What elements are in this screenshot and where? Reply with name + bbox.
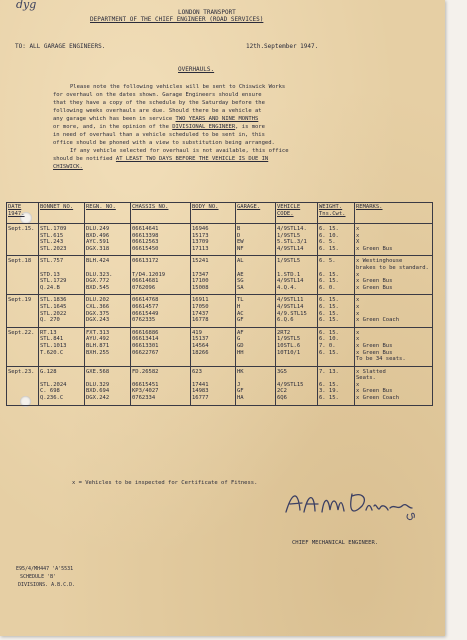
cell-regn: BXD.545 [85,285,131,295]
cell-vehicle-code: 2C2 [276,388,318,395]
cell-regn: DLU.249 [85,224,131,233]
cell-bonnet: STL.1709 [39,224,85,233]
cell-weight: 6. 15. [318,311,355,318]
cell-bonnet: STL.1729 [39,278,85,285]
body-text: should be notified [53,156,113,162]
cell-weight: 6. 10. [318,233,355,240]
cell-regn [85,356,131,366]
footer-reference: E95/4/MH447 'A'5531 [16,566,74,572]
cell-bonnet: STL.841 [39,336,85,343]
overhaul-schedule-table [6,202,433,406]
body-line: for overhaul on the dates shown. Garage Engineers should ensure [53,92,262,98]
cell-date [7,336,39,343]
cell-vehicle-code: 4/9STL14 [276,246,318,256]
cell-remarks: Seats. [355,375,433,382]
table-row [7,256,433,265]
cell-date: Sept.19 [7,295,39,304]
cell-garage: GF [236,388,276,395]
table-header-row [7,203,433,224]
cell-body: 18266 [191,350,236,357]
cell-weight: 6. 15. [318,246,355,256]
table-row [7,246,433,256]
cell-weight: 7. 13. [318,366,355,375]
cell-vehicle-code: 1/9STL5 [276,256,318,265]
table-row [7,375,433,382]
table-row [7,278,433,285]
cell-vehicle-code [276,375,318,382]
cell-bonnet: STL.2023 [39,246,85,256]
cell-weight: 6. 10. [318,336,355,343]
cell-date [7,343,39,350]
cell-chassis: KP3/4027 [131,388,191,395]
cell-body: 13709 [191,239,236,246]
cell-date [7,395,39,405]
cell-vehicle-code [276,356,318,366]
cell-remarks: brakes to be standard. [355,265,433,272]
cell-chassis: 06615451 [131,382,191,389]
cell-garage: TL [236,295,276,304]
cell-vehicle-code: 3G5 [276,366,318,375]
cell-garage: SA [236,285,276,295]
body-line: Please note the following vehicles will be sent to Chiswick Works [70,84,286,90]
emphasis-divisional-engineer: DIVISIONAL ENGINEER [172,124,236,130]
cell-garage [236,375,276,382]
cell-garage: HH [236,350,276,357]
cell-chassis: 06613398 [131,233,191,240]
cell-vehicle-code: 6Q6 [276,395,318,405]
cell-regn [85,375,131,382]
cell-bonnet: STL.1645 [39,304,85,311]
cell-remarks: X [355,239,433,246]
corner-scrawl: dyg [16,0,37,11]
cell-garage: SG [236,278,276,285]
cell-body: 17100 [191,278,236,285]
cell-garage: EW [236,239,276,246]
cell-chassis: 06614768 [131,295,191,304]
cell-bonnet: STL.243 [39,239,85,246]
cell-remarks: x Slatted [355,366,433,375]
cell-bonnet [39,356,85,366]
footer-divisions: DIVISIONS. A.B.C.D. [18,582,76,588]
cell-vehicle-code [276,265,318,272]
cell-vehicle-code: 2RT2 [276,327,318,336]
cell-body: 14564 [191,343,236,350]
cell-garage [236,265,276,272]
cell-chassis: 06614681 [131,278,191,285]
cell-bonnet: STL.757 [39,256,85,265]
cell-body: 15137 [191,336,236,343]
table-row [7,239,433,246]
cell-chassis [131,265,191,272]
cell-chassis: 06613301 [131,343,191,350]
body-line: CHISWICK. [53,164,83,170]
cell-regn: DGX.375 [85,311,131,318]
table-row [7,350,433,357]
body-text: any garage which has been in service [53,116,173,122]
cell-regn: DGX.318 [85,246,131,256]
cell-date [7,233,39,240]
cell-date [7,356,39,366]
cell-chassis: FD.26582 [131,366,191,375]
cell-vehicle-code: 5.STL.3/1 [276,239,318,246]
column-header-regn: REGN. NO. [85,203,131,224]
table-row [7,265,433,272]
cell-remarks: x [355,295,433,304]
column-header-weight: WEIGHT. Tns.Cwt. [318,203,355,224]
cell-regn: FXT.313 [85,327,131,336]
cell-remarks: x Green Bus [355,350,433,357]
cell-body: 17050 [191,304,236,311]
body-line: that they have a copy of the schedule by the Saturday before the [53,100,265,106]
cell-regn: BLH.871 [85,343,131,350]
cell-chassis: 0762335 [131,317,191,327]
column-header-body: BODY NO. [191,203,236,224]
cell-bonnet: STL.615 [39,233,85,240]
cell-body: 623 [191,366,236,375]
cell-bonnet [39,265,85,272]
cell-regn: AYU.492 [85,336,131,343]
cell-garage: J [236,382,276,389]
cell-date: Sept.23. [7,366,39,375]
cell-bonnet [39,375,85,382]
signature [296,524,335,530]
cell-remarks: x [355,382,433,389]
column-header-chassis: CHASSIS NO. [131,203,191,224]
signatory-title: CHIEF MECHANICAL ENGINEER. [292,540,379,546]
cell-bonnet: G.128 [39,366,85,375]
cell-date [7,285,39,295]
cell-body: 17347 [191,272,236,279]
body-line: in need of overhaul than a vehicle scheduled to be sent in, this [53,132,265,138]
cell-vehicle-code: 4/9STL15 [276,382,318,389]
table-row [7,272,433,279]
cell-garage: NF [236,246,276,256]
table-body [7,224,433,406]
cell-chassis: T/D4.12019 [131,272,191,279]
cell-garage: AL [236,256,276,265]
cell-remarks: To be 34 seats. [355,356,433,366]
cell-weight: 6. 15. [318,224,355,233]
cell-date [7,239,39,246]
cell-remarks: x Green Bus [355,246,433,256]
cell-remarks: x Green Coach [355,395,433,405]
cell-weight [318,265,355,272]
cell-date: Sept.22. [7,327,39,336]
cell-chassis: 06612563 [131,239,191,246]
signature-graphic [282,484,432,524]
cell-remarks: x [355,336,433,343]
cell-weight: 6. 15. [318,350,355,357]
cell-regn [85,265,131,272]
table-row [7,356,433,366]
cell-date [7,278,39,285]
cell-chassis: 0762096 [131,285,191,295]
cell-weight: 6. 15. [318,317,355,327]
cell-body [191,356,236,366]
cell-garage: HA [236,395,276,405]
cell-date [7,265,39,272]
table-row [7,336,433,343]
cell-vehicle-code: 4/9.STL15 [276,311,318,318]
cell-garage: GF [236,317,276,327]
cell-weight: 6. 0. [318,285,355,295]
cell-vehicle-code: 4.Q.4. [276,285,318,295]
cell-body: 17113 [191,246,236,256]
body-line: If any vehicle selected for overhaul is not available, this office [70,148,289,154]
cell-remarks: x [355,272,433,279]
cell-bonnet: STD.13 [39,272,85,279]
cell-bonnet: Q. 270 [39,317,85,327]
cell-weight: 6. 5. [318,256,355,265]
body-line [53,116,258,122]
table-row [7,382,433,389]
cell-bonnet: RT.13 [39,327,85,336]
table-row [7,343,433,350]
cell-body [191,265,236,272]
cell-remarks: x [355,304,433,311]
cell-body: 17437 [191,311,236,318]
cell-garage: AC [236,311,276,318]
cell-chassis [131,356,191,366]
memo-date: 12th.September 1947. [246,43,319,50]
cell-garage: D [236,233,276,240]
cell-garage: HK [236,366,276,375]
cell-remarks: x Westinghouse [355,256,433,265]
cell-body [191,375,236,382]
cell-chassis [131,375,191,382]
cell-body: 15173 [191,233,236,240]
cell-date: Sept.18 [7,256,39,265]
cell-garage [236,356,276,366]
cell-weight [318,375,355,382]
body-line [53,156,268,162]
body-line: office should be phoned with a view to substitution being arranged. [53,140,275,146]
cell-regn: BXD.694 [85,388,131,395]
org-line-2: DEPARTMENT OF THE CHIEF ENGINEER (ROAD SERVICES) [90,16,264,23]
cell-regn: DLU.329 [85,382,131,389]
table-row [7,311,433,318]
cell-vehicle-code: 1/9STL5 [276,233,318,240]
cell-bonnet: C. 698 [39,388,85,395]
cell-bonnet: Q.236.C [39,395,85,405]
table-row [7,224,433,233]
cell-weight: 6. 5. [318,239,355,246]
cell-bonnet: STL.2022 [39,311,85,318]
cell-regn: BXH.255 [85,350,131,357]
cell-vehicle-code: 6.Q.6 [276,317,318,327]
cell-date [7,317,39,327]
cell-remarks: x [355,233,433,240]
cell-date [7,350,39,357]
cell-vehicle-code: 4/9STL14 [276,304,318,311]
cell-vehicle-code: 1.STD.1 [276,272,318,279]
cell-garage: H [236,304,276,311]
cell-chassis: 06615449 [131,311,191,318]
cell-bonnet: Q.24.B [39,285,85,295]
body-text: or more, and, in the opinion of the [53,124,169,130]
cell-chassis: 06622767 [131,350,191,357]
cell-weight: 6. 15. [318,304,355,311]
column-header-remarks: REMARKS. [355,203,433,224]
column-header-vehicle-code: VEHICLE CODE. [276,203,318,224]
cell-garage: G [236,336,276,343]
cell-date [7,311,39,318]
cell-bonnet: STL.1836 [39,295,85,304]
footer-schedule: SCHEDULE 'B' [20,574,57,580]
cell-regn: BLH.424 [85,256,131,265]
cell-regn: GXE.568 [85,366,131,375]
cell-regn: DGX.772 [85,278,131,285]
cell-chassis: 06615450 [131,246,191,256]
cell-date [7,246,39,256]
cell-date [7,375,39,382]
table-row [7,285,433,295]
cell-vehicle-code: 10STL.6 [276,343,318,350]
cell-date [7,382,39,389]
column-header-bonnet: BONNET NO. [39,203,85,224]
table-row [7,317,433,327]
cell-remarks: x Green Bus [355,285,433,295]
memo-subject: OVERHAULS. [178,66,215,73]
cell-garage: GD [236,343,276,350]
cell-weight: 7. 0. [318,343,355,350]
cell-body: 15241 [191,256,236,265]
cell-chassis: 0762334 [131,395,191,405]
cell-date [7,272,39,279]
cell-bonnet: STL.2024 [39,382,85,389]
cell-weight: 6. 15. [318,278,355,285]
cell-vehicle-code: 1/9STL5 [276,336,318,343]
cell-vehicle-code: 4/9STL14 [276,278,318,285]
cell-body: 16911 [191,295,236,304]
cell-body: 16778 [191,317,236,327]
org-line-1: LONDON TRANSPORT [178,9,236,16]
cell-weight: 6. 15. [318,395,355,405]
cell-garage: AF [236,327,276,336]
body-text: , is more [235,124,265,130]
cell-remarks: x [355,224,433,233]
cell-weight: 6. 15. [318,295,355,304]
cell-body: 14983 [191,388,236,395]
cell-regn: DGX.243 [85,317,131,327]
column-header-garage: GARAGE. [236,203,276,224]
table-row [7,233,433,240]
footnote: x = Vehicles to be inspected for Certificate of Fitness. [72,480,258,486]
cell-vehicle-code: 4/9STL14. [276,224,318,233]
cell-garage: AE [236,272,276,279]
cell-remarks: x Green Bus [355,278,433,285]
cell-chassis: 06613414 [131,336,191,343]
cell-weight: 6. 15. [318,327,355,336]
cell-date [7,304,39,311]
cell-bonnet: STL.1013 [39,343,85,350]
cell-body: 419 [191,327,236,336]
cell-bonnet: T.620.C [39,350,85,357]
cell-vehicle-code: 10T10/1 [276,350,318,357]
table-row [7,395,433,405]
table-row [7,388,433,395]
cell-weight: 6. 15. [318,382,355,389]
cell-regn: DLU.202 [85,295,131,304]
cell-regn: BXD.496 [85,233,131,240]
table-row [7,366,433,375]
cell-chassis: 06614577 [131,304,191,311]
table-row [7,327,433,336]
cell-garage: B [236,224,276,233]
emphasis-notice-period: AT LEAST TWO DAYS BEFORE THE VEHICLE IS DUE IN [115,156,269,162]
table-row [7,295,433,304]
addressee: TO: ALL GARAGE ENGINEERS. [15,43,106,50]
cell-chassis: 06614641 [131,224,191,233]
body-line [53,124,265,130]
cell-weight: 3. 19. [318,388,355,395]
column-header-date: DATE 1947. [7,203,39,224]
emphasis-service-period: TWO YEARS AND NINE MONTHS [175,116,259,122]
cell-regn: DGX.242 [85,395,131,405]
body-line: following weeks overhauls are due. Should there be a vehicle at [53,108,262,114]
cell-chassis: 06613172 [131,256,191,265]
cell-regn: AYC.591 [85,239,131,246]
cell-body: 15008 [191,285,236,295]
cell-weight [318,356,355,366]
cell-date [7,388,39,395]
cell-remarks: x [355,311,433,318]
cell-body: 17441 [191,382,236,389]
cell-body: 16777 [191,395,236,405]
cell-remarks: x Green Coach [355,317,433,327]
cell-vehicle-code: 4/9STL11 [276,295,318,304]
cell-chassis: 06616886 [131,327,191,336]
cell-remarks: x [355,327,433,336]
cell-regn: CXL.366 [85,304,131,311]
table-row [7,304,433,311]
cell-regn: DLU.323. [85,272,131,279]
cell-body: 16946 [191,224,236,233]
cell-remarks: x Green Bus [355,388,433,395]
cell-remarks: x Green Bus [355,343,433,350]
cell-weight: 6. 15. [318,272,355,279]
cell-date: Sept.15. [7,224,39,233]
